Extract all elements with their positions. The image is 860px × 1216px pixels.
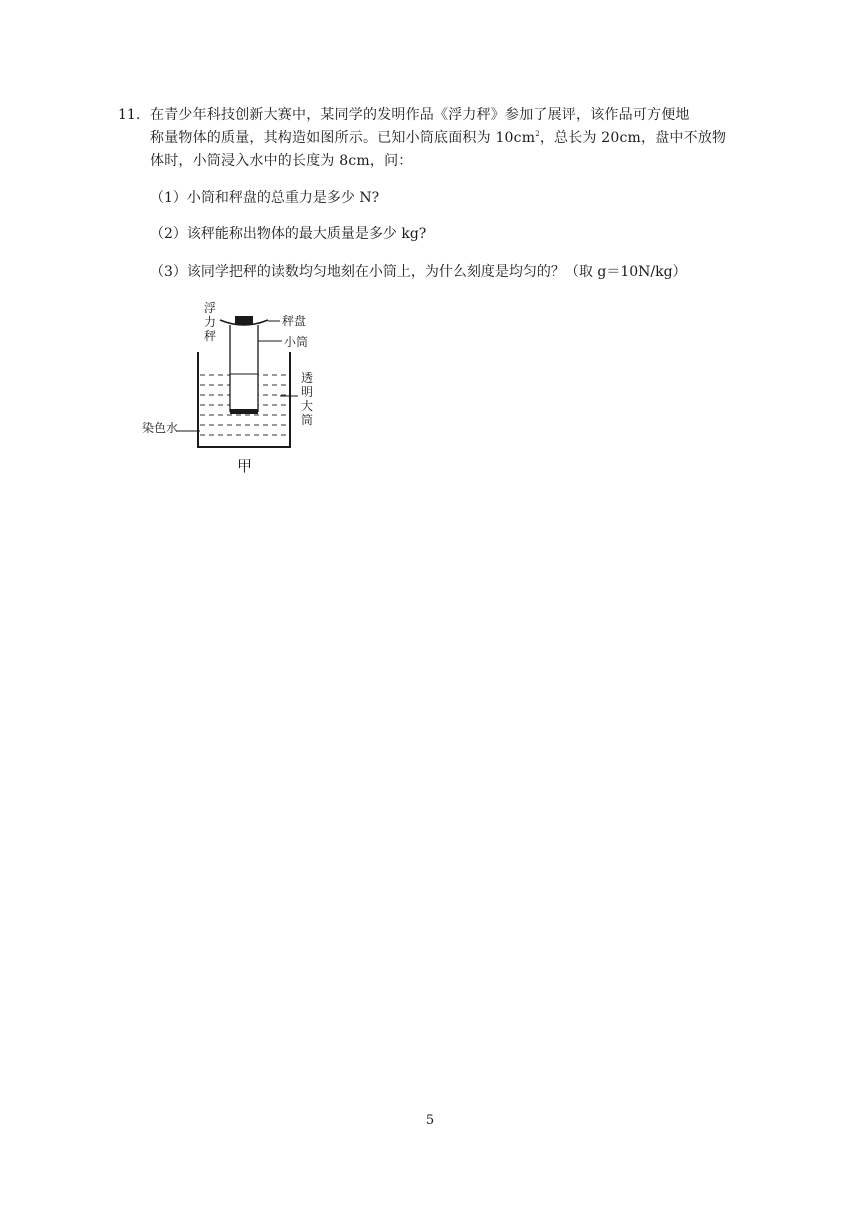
stem-line-2-part-a: 称量物体的质量，其构造如图所示。已知小筒底面积为 10cm bbox=[150, 130, 536, 146]
stem-line-3: 体时，小筒浸入水中的长度为 8cm，问： bbox=[150, 153, 413, 169]
stem-line-1: 在青少年科技创新大赛中，某同学的发明作品《浮力秤》参加了展评，该作品可方便地 bbox=[150, 107, 690, 123]
label-water: 染色水 bbox=[142, 421, 179, 435]
small-tube-fill bbox=[230, 325, 258, 412]
buoyancy-scale-diagram bbox=[142, 296, 338, 478]
small-tube-bottom-weight bbox=[230, 409, 258, 414]
figure-caption: 甲 bbox=[237, 457, 253, 475]
page-number: 5 bbox=[425, 1113, 435, 1128]
label-big-tube-char-1: 透 bbox=[301, 371, 314, 385]
label-small-tube: 小筒 bbox=[284, 335, 309, 349]
area-unit-superscript: 2 bbox=[535, 130, 540, 138]
sub-question-2: （2）该秤能称出物体的最大质量是多少 kg? bbox=[150, 226, 427, 242]
label-big-tube-char-4: 筒 bbox=[301, 413, 314, 427]
label-pan: 秤盘 bbox=[282, 314, 307, 328]
label-scale-char-1: 浮 bbox=[204, 301, 217, 315]
stem-line-2-part-b: ，总长为 20cm，盘中不放物 bbox=[539, 130, 727, 146]
buoyancy-scale-figure bbox=[142, 296, 338, 478]
question-number: 11. bbox=[118, 107, 141, 123]
stem-line-2 bbox=[150, 127, 730, 150]
label-scale-char-2: 力 bbox=[204, 315, 217, 329]
sub-question-3: （3）该同学把秤的读数均匀地刻在小筒上，为什么刻度是均匀的？（取 g＝10N/kg） bbox=[150, 264, 687, 280]
label-scale-char-3: 秤 bbox=[204, 329, 217, 343]
pan-weight-block bbox=[235, 316, 253, 325]
label-big-tube-char-3: 大 bbox=[301, 399, 314, 413]
label-big-tube-char-2: 明 bbox=[301, 385, 314, 399]
question-stem bbox=[150, 104, 730, 173]
sub-question-1: （1）小筒和秤盘的总重力是多少 N? bbox=[150, 190, 380, 206]
